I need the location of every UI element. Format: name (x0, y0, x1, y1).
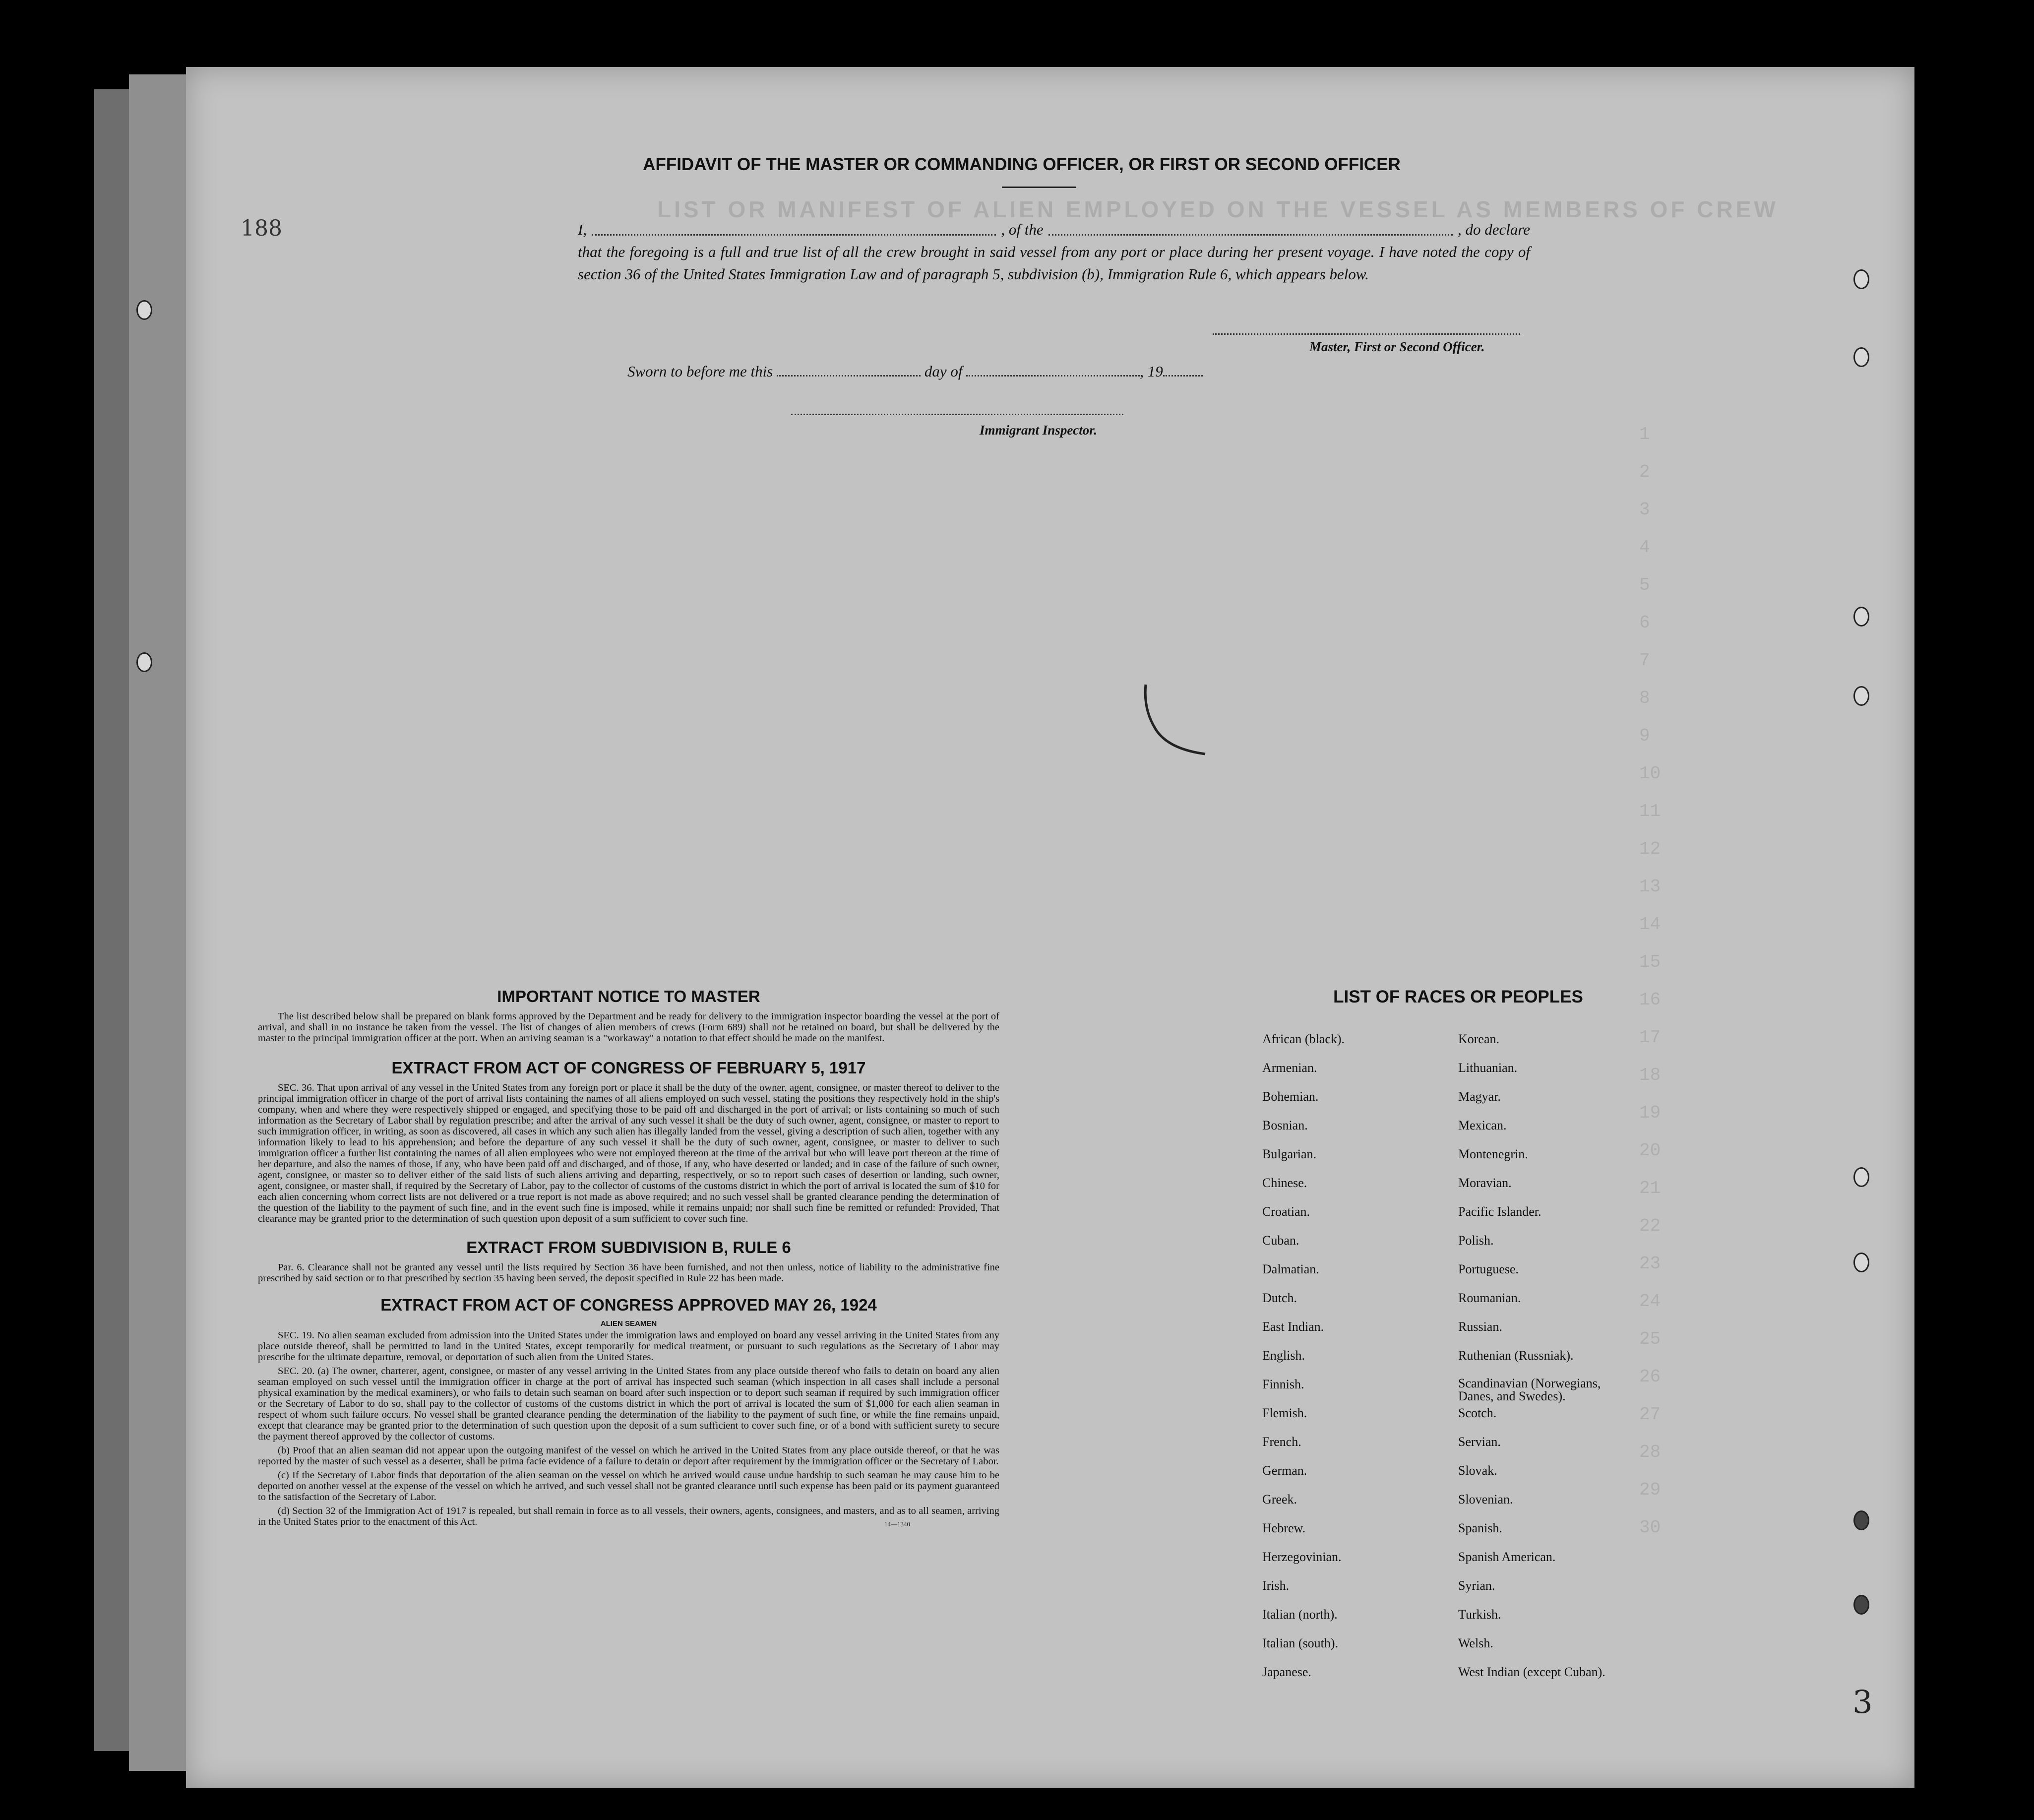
ghost-row-number: 24 (1639, 1291, 1661, 1312)
affidavit-declaration-line (578, 218, 1530, 241)
race-item-left-3: Bohemian. (1262, 1089, 1319, 1104)
ghost-row-number: 13 (1639, 877, 1661, 897)
race-item-left-1: African (black). (1262, 1032, 1345, 1046)
race-item-right-7: Pacific Islander. (1458, 1204, 1541, 1219)
race-item-right-8: Polish. (1458, 1233, 1494, 1248)
do-declare-label: , do declare (1457, 221, 1531, 238)
ghost-row-number: 4 (1639, 537, 1650, 558)
sworn-year-blank[interactable] (1163, 361, 1203, 377)
ghost-row-number: 21 (1639, 1178, 1661, 1198)
binder-hole-6 (1853, 1253, 1869, 1272)
binder-hole-2 (1853, 347, 1869, 367)
inspector-signature-line[interactable] (791, 414, 1123, 415)
ghost-row-number: 17 (1639, 1027, 1661, 1048)
race-item-left-20: Irish. (1262, 1578, 1290, 1593)
notice-text: The list described below shall be prepared on blank forms approved by the Department and be ready for delivery to the immigration inspector boarding the vessel at the port of arrival, and shall in no instance be taken from the vessel. The list of changes of alien members of crews (Form 689) shall not be retained on board, but shall be delivered by the master to the principal immigration officer at the port. When an arriving seaman is a "workaway" a notation to that effect should be made on the manifest. (258, 1011, 999, 1044)
affidavit-title: AFFIDAVIT OF THE MASTER OR COMMANDING OFFICER, OR FIRST OR SECOND OFFICER (643, 155, 1401, 174)
ghost-row-number: 12 (1639, 839, 1661, 859)
race-item-right-4: Mexican. (1458, 1118, 1507, 1132)
vessel-blank[interactable] (1048, 218, 1453, 236)
master-signature-caption: Master, First or Second Officer. (1309, 339, 1485, 354)
sworn-label: Sworn to before me this (627, 363, 773, 380)
form-code: 14—1340 (884, 1520, 910, 1528)
race-item-right-3: Magyar. (1458, 1089, 1501, 1104)
ghost-row-number: 18 (1639, 1065, 1661, 1085)
alien-seamen-subtitle: ALIEN SEAMEN (600, 1319, 657, 1328)
race-item-left-21: Italian (north). (1262, 1607, 1338, 1622)
race-item-right-23: West Indian (except Cuban). (1458, 1665, 1605, 1679)
race-item-left-6: Chinese. (1262, 1176, 1307, 1190)
name-blank[interactable] (592, 218, 996, 236)
race-item-left-10: Dutch. (1262, 1291, 1297, 1305)
sworn-day-blank[interactable] (777, 361, 921, 377)
handwritten-corner-mark: 3 (1852, 1684, 1873, 1721)
page-edge-shadow (129, 74, 186, 1771)
binder-hole-1 (1853, 269, 1869, 289)
affidavit-statement: that the foregoing is a full and true list of all the crew brought in said vessel from any port or place during her present voyage. I have noted the copy of section 36 of the United States Immigration Law and of paragraph 5, subdivision (b), Immigration Rule 6, which appears below. (578, 243, 1530, 283)
ghost-row-number: 26 (1639, 1367, 1661, 1387)
ghost-row-number: 7 (1639, 650, 1650, 671)
ghost-row-number: 28 (1639, 1442, 1661, 1462)
binder-hole-left-2 (136, 652, 152, 672)
inspector-signature-caption: Immigrant Inspector. (980, 423, 1098, 438)
binder-hole-4 (1853, 686, 1869, 706)
ghost-row-number: 27 (1639, 1404, 1661, 1425)
ghost-row-number: 16 (1639, 990, 1661, 1010)
notice-title: IMPORTANT NOTICE TO MASTER (497, 987, 760, 1005)
binder-hole-3 (1853, 607, 1869, 627)
binder-hole-5 (1853, 1167, 1869, 1187)
extract-1924-title: EXTRACT FROM ACT OF CONGRESS APPROVED MAY 26, 1924 (380, 1296, 877, 1314)
race-item-right-12: Ruthenian (Russniak). (1458, 1348, 1574, 1363)
binder-hole-8 (1853, 1595, 1869, 1615)
races-title: LIST OF RACES OR PEOPLES (1333, 987, 1583, 1006)
race-item-left-23: Japanese. (1262, 1665, 1311, 1679)
race-item-right-10: Roumanian. (1458, 1291, 1521, 1305)
ghost-row-number: 14 (1639, 914, 1661, 935)
race-item-left-11: East Indian. (1262, 1319, 1324, 1334)
race-item-right-19: Spanish American. (1458, 1550, 1556, 1564)
race-item-right-16: Slovak. (1458, 1463, 1497, 1478)
ghost-row-number: 2 (1639, 462, 1650, 482)
sworn-line (627, 361, 1203, 380)
extract-1924-sec19: SEC. 19. No alien seaman excluded from admission into the United States under the immigration laws and employed on board any vessel arriving in the United States from any place outside thereof, shall be permitted to land in the United States, except temporarily for medical treatment, or pursuant to such regulations as the Secretary of Labor may prescribe for the ultimate departure, removal, or deportation of such alien from the United States. (258, 1330, 999, 1363)
film-edge-left (94, 89, 129, 1751)
ghost-row-number: 15 (1639, 952, 1661, 972)
race-item-left-22: Italian (south). (1262, 1636, 1339, 1650)
race-item-left-4: Bosnian. (1262, 1118, 1308, 1132)
race-item-left-9: Dalmatian. (1262, 1262, 1319, 1276)
extract-1924-sec20d: (d) Section 32 of the Immigration Act of 1917 is repealed, but shall remain in force as to all vessels, their owners, agents, consignees, and masters, and as to all seamen, arriving in the United States prior to the enactment of this Act. (258, 1506, 999, 1527)
affidavit-body (578, 218, 1530, 285)
race-item-left-12: English. (1262, 1348, 1305, 1363)
handwritten-left-mark: 188 (241, 216, 282, 241)
binder-hole-left-1 (136, 300, 152, 320)
day-of-label: day of (924, 363, 963, 380)
ghost-row-number: 20 (1639, 1140, 1661, 1161)
race-item-left-17: Greek. (1262, 1492, 1297, 1506)
races-list (1262, 1032, 1733, 1694)
race-item-right-22: Welsh. (1458, 1636, 1493, 1650)
extract-rule6-text: Par. 6. Clearance shall not be granted any vessel until the lists required by Section 36 have been furnished, and not then unless, notice of liability to the administrative fine prescribed by said section or to that prescribed by section 35 having been served, the deposit specified in Rule 22 has been made. (258, 1262, 999, 1284)
ghost-row-number: 19 (1639, 1103, 1661, 1123)
race-item-right-13: Scandinavian (Norwegians, Danes, and Swedes). (1458, 1376, 1601, 1403)
race-item-right-14: Scotch. (1458, 1406, 1497, 1420)
ghost-row-number: 29 (1639, 1480, 1661, 1500)
ghost-row-number: 9 (1639, 726, 1650, 746)
race-item-right-6: Moravian. (1458, 1176, 1512, 1190)
race-item-right-5: Montenegrin. (1458, 1147, 1528, 1161)
ghost-row-number: 5 (1639, 575, 1650, 595)
extract-1924-sec20b: (b) Proof that an alien seaman did not appear upon the outgoing manifest of the vessel on which he arrived in the United States from any place outside thereof, or that he was reported by the master of such vessel as a deserter, shall be prima facie evidence of a failure to detain or deport after requirement by the immigration officer or the Secretary of Labor. (258, 1445, 999, 1467)
race-item-left-16: German. (1262, 1463, 1307, 1478)
master-signature-line[interactable] (1213, 333, 1520, 335)
race-item-left-8: Cuban. (1262, 1233, 1299, 1248)
race-item-left-18: Hebrew. (1262, 1521, 1306, 1535)
binder-hole-7 (1853, 1510, 1869, 1530)
ghost-row-number: 6 (1639, 613, 1650, 633)
extract-1924-sec20c: (c) If the Secretary of Labor finds that deportation of the alien seaman on the vessel on which he arrived would cause undue hardship to such seaman he may cause him to be deported on another vessel at the expense of the vessel on which he arrived, and such vessel shall not be granted clearance until such expense has been paid or its payment guaranteed to the satisfaction of the Secretary of Labor. (258, 1470, 999, 1503)
ghost-row-number: 8 (1639, 688, 1650, 708)
title-underline (1002, 187, 1076, 188)
ghost-row-number: 10 (1639, 763, 1661, 784)
race-item-left-5: Bulgarian. (1262, 1147, 1317, 1161)
year-label: , 19 (1140, 363, 1163, 380)
race-item-right-15: Servian. (1458, 1435, 1501, 1449)
race-item-left-19: Herzegovinian. (1262, 1550, 1342, 1564)
of-the-label: , of the (1001, 221, 1044, 238)
race-item-right-11: Russian. (1458, 1319, 1502, 1334)
sworn-month-blank[interactable] (966, 361, 1140, 377)
race-item-left-14: Flemish. (1262, 1406, 1307, 1420)
ghost-row-number: 3 (1639, 500, 1650, 520)
ghost-row-number: 25 (1639, 1329, 1661, 1349)
race-item-left-13: Finnish. (1262, 1377, 1304, 1391)
race-item-right-18: Spanish. (1458, 1521, 1502, 1535)
extract-1917-title: EXTRACT FROM ACT OF CONGRESS OF FEBRUARY 5, 1917 (391, 1059, 866, 1077)
race-item-right-20: Syrian. (1458, 1578, 1495, 1593)
race-item-left-2: Armenian. (1262, 1061, 1317, 1075)
ghost-row-number: 22 (1639, 1216, 1661, 1236)
race-item-right-17: Slovenian. (1458, 1492, 1513, 1506)
stray-pencil-mark (1136, 680, 1220, 764)
ghost-row-number: 1 (1639, 424, 1650, 444)
race-item-right-1: Korean. (1458, 1032, 1500, 1046)
race-item-left-15: French. (1262, 1435, 1301, 1449)
ghost-row-number: 23 (1639, 1254, 1661, 1274)
extract-rule6-title: EXTRACT FROM SUBDIVISION B, RULE 6 (466, 1238, 791, 1256)
i-label: I, (578, 221, 587, 238)
race-item-right-9: Portuguese. (1458, 1262, 1519, 1276)
ghost-manifest-title: LIST OR MANIFEST OF ALIEN EMPLOYED ON THE VESSEL AS MEMBERS OF CREW (657, 196, 1779, 222)
ghost-row-number: 11 (1639, 801, 1661, 821)
ghost-row-number: 30 (1639, 1517, 1661, 1538)
race-item-right-21: Turkish. (1458, 1607, 1501, 1622)
extract-1924-sec20a: SEC. 20. (a) The owner, charterer, agent, consignee, or master of any vessel arriving in the United States from any place outside thereof who fails to detain on board any alien seaman employed on such vessel until the immigration officer in charge at the port of arrival has inspected such seaman (which inspection in all cases shall include a personal physical examination by the medical examiners), or who fails to detain such seaman on board after such inspection or to deport such seaman if required by such immigration officer or the Secretary of Labor to do so, shall pay to the collector of customs of the customs district in which the port of arrival is located the sum of $1,000 for each alien seaman in respect of whom such failure occurs. No vessel shall be granted clearance pending the determination of the liability to the payment of such fine, or while the fine remains unpaid, except that clearance may be granted prior to the determination of such question upon the deposit of a sum sufficient to cover such fine, or of a bond with sufficient surety to secure the payment thereof approved by the collector of customs. (258, 1366, 999, 1442)
race-item-right-2: Lithuanian. (1458, 1061, 1518, 1075)
extract-1917-text: SEC. 36. That upon arrival of any vessel in the United States from any foreign port or place it shall be the duty of the owner, agent, consignee, or master thereof to deliver to the principal immigration officer in charge of the port of arrival lists containing the names of all aliens employed on such vessel, stating the positions they respectively hold in the ship's company, when and where they were respectively shipped or engaged, and specifying those to be paid off and discharged in the port of arrival; or lists containing so much of such information as the Secretary of Labor shall by regulation prescribe; and after the arrival of any such vessel it shall be the duty of such owner, agent, consignee, or master to report to such immigration officer, in writing, as soon as discovered, all cases in which any such alien has illegally landed from the vessel, giving a description of such alien, together with any information likely to lead to his apprehension; and before the departure of any such vessel it shall be the duty of such owner, agent, consignee, or master to deliver to such immigration officer a further list containing the names of all alien employees who were not employed thereon at the time of the arrival but who will leave port thereon at the time of her departure, and also the names of those, if any, who have been paid off and discharged, and of those, if any, who have deserted or landed; and in case of the failure of such owner, agent, consignee, or master so to deliver either of the said lists of such aliens arriving and departing, respectively, or so to report such cases of desertion or landing, such owner, agent, consignee, or master shall, if required by the Secretary of Labor, pay to the collector of customs of the customs district in which the port of arrival is located the sum of $10 for each alien concerning whom correct lists are not delivered or a true report is not made as above required; and no such vessel shall be granted clearance pending the determination of the question of the liability to the payment of such fine, and in the event such fine is imposed, while it remains unpaid; nor shall such fine be remitted or refunded: Provided, That clearance may be granted prior to the determination of such question upon deposit of a sum sufficient to cover such fine. (258, 1082, 999, 1224)
notice-column (258, 987, 999, 1528)
race-item-left-7: Croatian. (1262, 1204, 1310, 1219)
